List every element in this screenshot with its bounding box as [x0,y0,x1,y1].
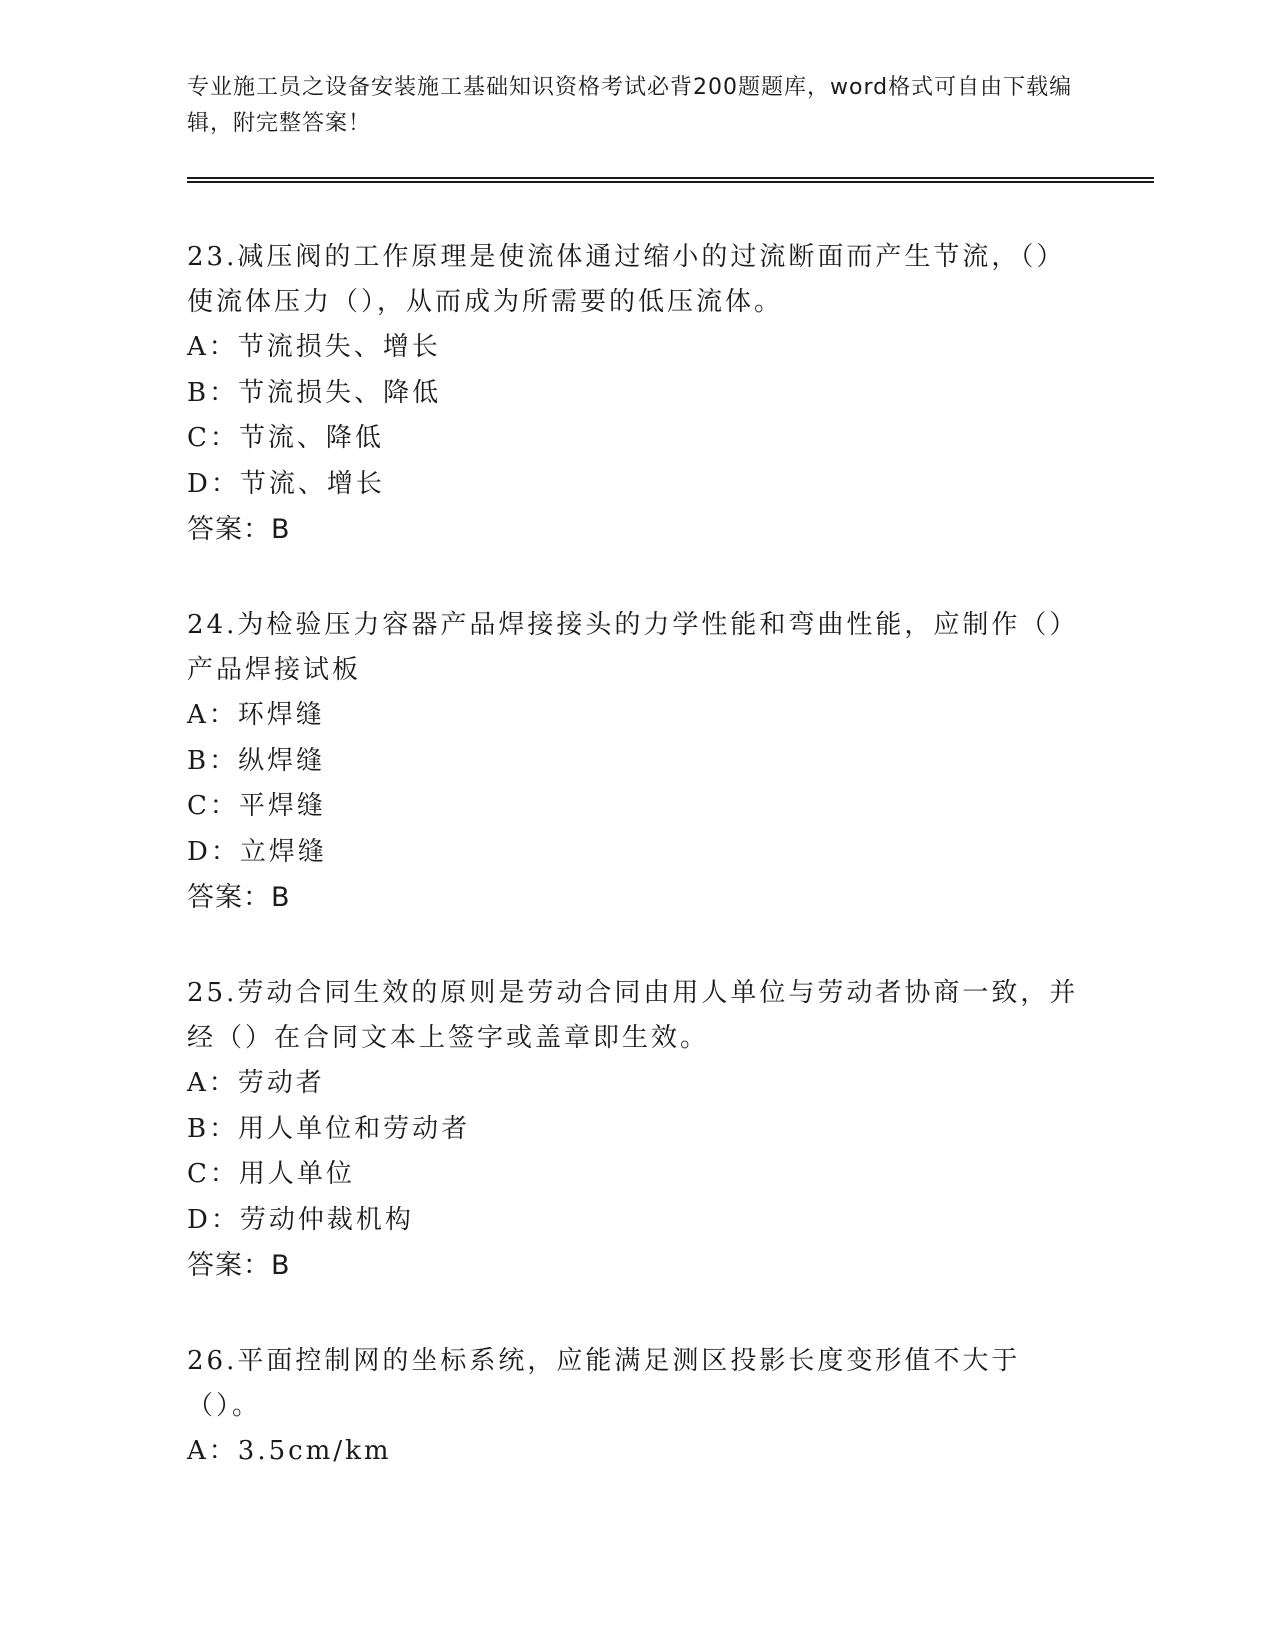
option-d: D：节流、增长 [187,468,385,499]
option-c: C：平焊缝 [187,791,326,821]
option-b: B：节流损失、降低 [187,377,442,408]
answer-line: 答案：B [187,514,291,545]
option-d: D：立焊缝 [187,836,327,867]
document-header: 专业施工员之设备安装施工基础知识资格考试必背200题题库，word格式可自由下载编辑，附完整答案！ [187,75,1073,136]
option-d: D：劳动仲裁机构 [187,1204,414,1235]
option-c: C：节流、降低 [187,423,384,453]
answer-line: 答案：B [187,882,291,913]
option-a: A：劳动者 [187,1068,325,1098]
question-24 [187,603,1087,920]
question-stem: 24.为检验压力容器产品焊接接头的力学性能和弯曲性能，应制作（）产品焊接试板 [187,610,1079,685]
option-a: A：节流损失、增长 [187,332,441,362]
header-divider [187,177,1154,183]
question-stem: 23.减压阀的工作原理是使流体通过缩小的过流断面而产生节流，（）使流体压力（），从而成为所需要的低压流体。 [187,242,1066,317]
answer-line: 答案：B [187,1250,291,1281]
question-stem: 26.平面控制网的坐标系统，应能满足测区投影长度变形值不大于（）。 [187,1346,1021,1421]
question-23 [187,235,1087,552]
question-25 [187,971,1087,1288]
question-list [187,235,1087,1526]
option-b: B：纵焊缝 [187,745,326,776]
option-b: B：用人单位和劳动者 [187,1113,471,1144]
question-stem: 25.劳动合同生效的原则是劳动合同由用人单位与劳动者协商一致，并经（）在合同文本上签字或盖章即生效。 [187,978,1079,1053]
option-c: C：用人单位 [187,1159,355,1189]
question-26 [187,1339,1087,1475]
option-a: A：环焊缝 [187,700,325,730]
option-a: A：3.5cm/km [187,1436,392,1466]
